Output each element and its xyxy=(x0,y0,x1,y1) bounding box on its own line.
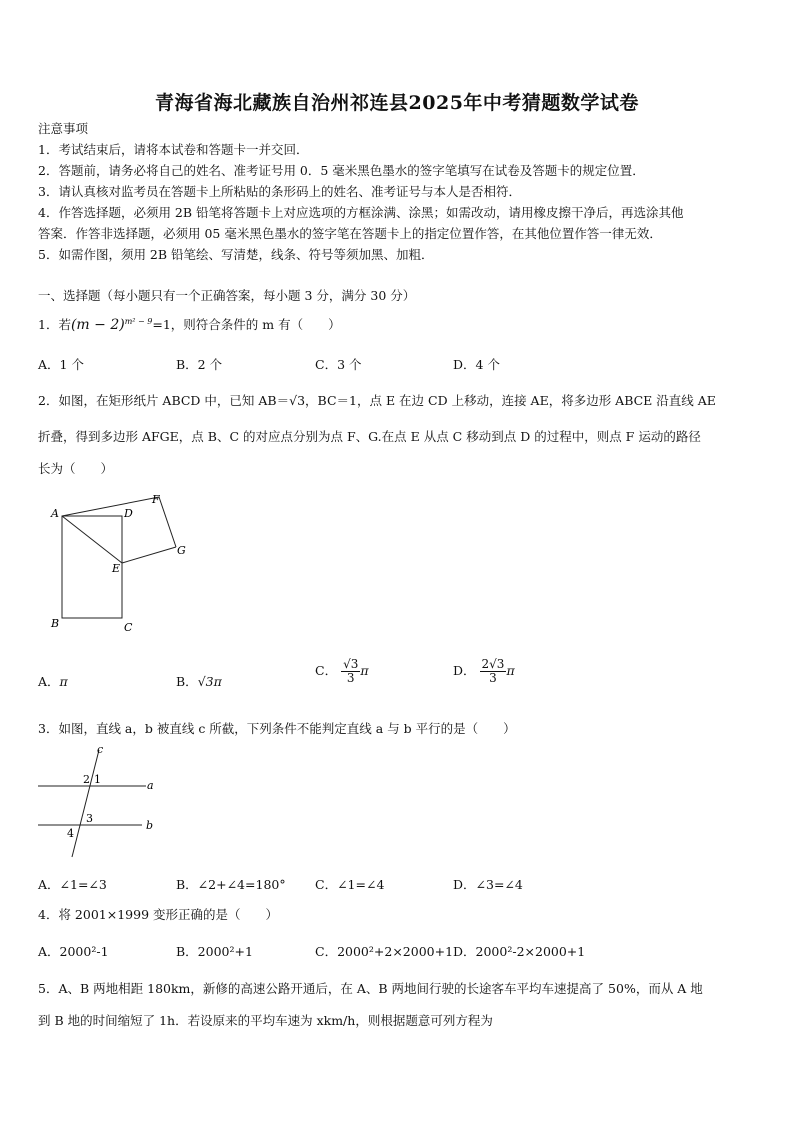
q2-option-c-numerator: √3 xyxy=(343,657,359,671)
label-d: D xyxy=(124,507,133,520)
notice-item-2: 2．答题前，请务必将自己的姓名、准考证号用 0．5 毫米黑色墨水的签字笔填写在试卷及答题卡的规定位置． xyxy=(38,163,645,178)
q1-option-a[interactable]: A．1 个 xyxy=(38,357,84,372)
segment-fg xyxy=(159,497,176,547)
label-line-b: b xyxy=(146,819,154,832)
q3-option-a[interactable]: A．∠1=∠3 xyxy=(38,877,107,892)
angle-label-3: 3 xyxy=(86,812,93,825)
q2-line-3: 长为（ ） xyxy=(38,461,114,476)
q2-option-c-fraction xyxy=(341,658,360,685)
q2-option-b-value: √3π xyxy=(197,674,222,689)
label-line-a: a xyxy=(147,779,154,792)
q1-option-b[interactable]: B．2 个 xyxy=(176,357,223,372)
notice-item-4: 4．作答选择题，必须用 2B 铅笔将答题卡上对应选项的方框涂满、涂黑；如需改动，请用橡皮擦干净后，再选涂其他 xyxy=(38,205,684,220)
notice-item-1: 1．考试结束后，请将本试卷和答题卡一并交回． xyxy=(38,142,309,157)
notice-heading: 注意事项 xyxy=(38,121,89,136)
q2-option-d-pi: π xyxy=(506,663,515,678)
section-heading: 一、选择题（每小题只有一个正确答案，每小题 3 分，满分 30 分） xyxy=(38,288,416,303)
q2-option-c-pi: π xyxy=(360,663,369,678)
q1-base: (m − 2) xyxy=(70,317,125,333)
q5-line-1: 5．A、B 两地相距 180km，新修的高速公路开通后，在 A、B 两地间行驶的长途客车平均车速提高了 50%，而从 A 地 xyxy=(38,981,703,996)
q2-line-2: 折叠，得到多边形 AFGE，点 B、C 的对应点分别为点 F、G.在点 E 从点 C 移动到点 D 的过程中，则点 F 运动的路径 xyxy=(38,429,701,444)
label-c: C xyxy=(124,621,133,634)
q3-option-d[interactable]: D．∠3=∠4 xyxy=(453,877,523,892)
q1-option-d[interactable]: D．4 个 xyxy=(453,357,500,372)
q4-text: 4．将 2001×1999 变形正确的是（ ） xyxy=(38,907,278,922)
q3-text: 3．如图，直线 a，b 被直线 c 所截，下列条件不能判定直线 a 与 b 平行的是（ ） xyxy=(38,721,516,736)
q2-option-c-label: C． xyxy=(315,663,338,678)
q2-option-d[interactable] xyxy=(453,658,515,685)
q2-option-b-label: B． xyxy=(176,674,198,689)
q4-option-b[interactable]: B．2000²+1 xyxy=(176,944,253,959)
angle-label-4: 4 xyxy=(67,827,74,840)
q3-option-b[interactable]: B．∠2+∠4=180° xyxy=(176,877,286,892)
q1-prefix: 1．若 xyxy=(38,317,71,332)
label-e: E xyxy=(112,562,121,575)
q2-option-d-label: D． xyxy=(453,663,476,678)
q4-option-c[interactable]: C．2000²+2×2000+1 xyxy=(315,944,454,959)
label-g: G xyxy=(177,544,186,557)
segment-ge xyxy=(122,547,176,563)
label-b: B xyxy=(51,617,60,630)
q5-line-2: 到 B 地的时间缩短了 1h．若设原来的平均车速为 xkm/h，则根据题意可列方程为 xyxy=(38,1013,493,1028)
q2-option-d-denominator: 3 xyxy=(489,671,497,685)
q2-option-c-denominator: 3 xyxy=(346,671,355,685)
page-title: 青海省海北藏族自治州祁连县2025年中考猜题数学试卷 xyxy=(155,92,639,114)
q1-option-c[interactable]: C．3 个 xyxy=(315,357,362,372)
question-1 xyxy=(38,315,341,333)
q4-option-a[interactable]: A．2000²-1 xyxy=(38,944,109,959)
q1-suffix: =1，则符合条件的 m 有（ ） xyxy=(152,317,341,332)
segment-ae xyxy=(62,516,122,563)
notice-item-5: 5．如需作图，须用 2B 铅笔绘、写清楚，线条、符号等须加黑、加粗． xyxy=(38,247,434,262)
q3-option-c[interactable]: C．∠1=∠4 xyxy=(315,877,385,892)
q2-option-a[interactable] xyxy=(38,672,68,690)
segment-af xyxy=(62,497,159,516)
angle-label-2: 2 xyxy=(83,773,90,786)
q2-option-b[interactable] xyxy=(176,672,222,690)
q2-figure xyxy=(40,488,200,638)
line-c xyxy=(72,750,99,857)
q2-option-a-value: π xyxy=(59,674,68,689)
q3-figure xyxy=(36,742,160,860)
q2-option-a-label: A． xyxy=(38,674,60,689)
label-f: F xyxy=(152,493,160,506)
q2-option-d-fraction xyxy=(480,658,507,685)
q2-line-1: 2．如图，在矩形纸片 ABCD 中，已知 AB＝√3，BC＝1，点 E 在边 CD 上移动，连接 AE，将多边形 ABCE 沿直线 AE xyxy=(38,393,716,408)
angle-label-1: 1 xyxy=(94,773,101,786)
notice-item-3: 3．请认真核对监考员在答题卡上所粘贴的条形码上的姓名、准考证号与本人是否相符． xyxy=(38,184,521,199)
q2-option-d-numerator: 2√3 xyxy=(481,657,505,671)
q2-option-c[interactable] xyxy=(315,658,369,685)
q1-exponent: m² − 9 xyxy=(124,316,153,326)
label-a: A xyxy=(51,507,59,520)
q4-option-d[interactable]: D．2000²-2×2000+1 xyxy=(453,944,586,959)
notice-item-4-cont: 答案．作答非选择题，必须用 05 毫米黑色墨水的签字笔在答题卡上的指定位置作答，在其他位置作答一律无效． xyxy=(38,226,662,241)
label-line-c: c xyxy=(97,743,104,756)
